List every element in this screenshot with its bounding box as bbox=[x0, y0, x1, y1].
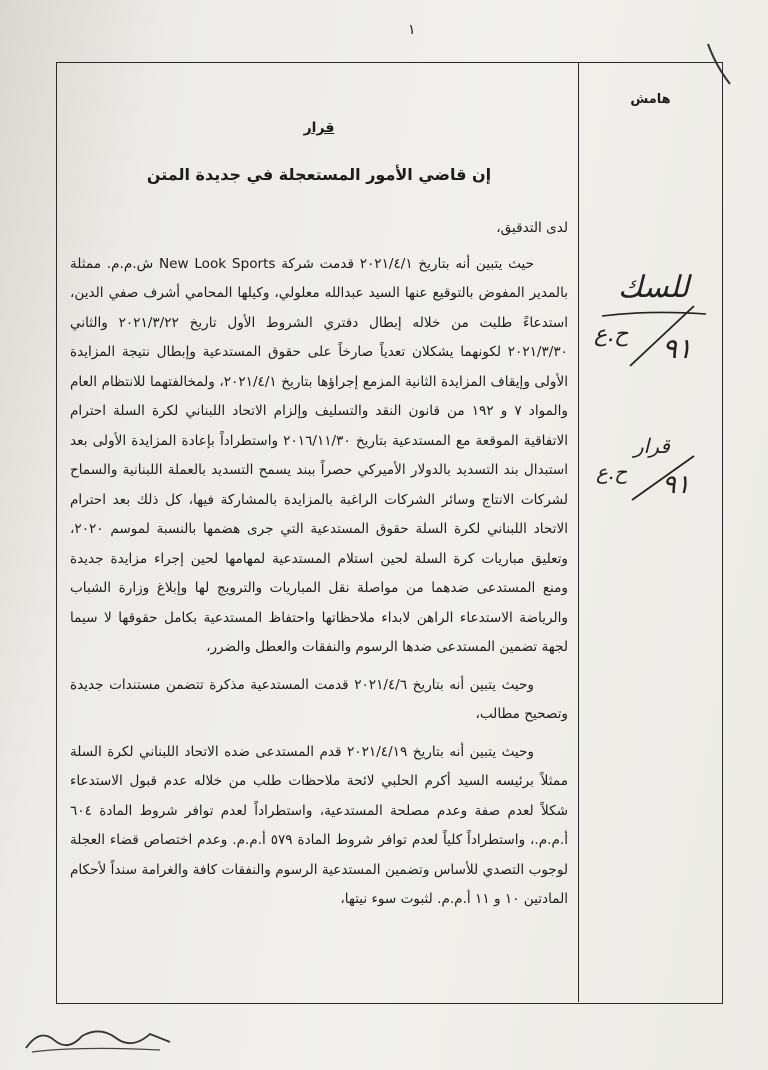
margin-note-2-mid: ح.ع bbox=[596, 460, 628, 484]
document-body bbox=[70, 116, 568, 915]
margin-column bbox=[580, 62, 721, 1002]
court-heading: إن قاضي الأمور المستعجلة في جديدة المتن bbox=[146, 165, 492, 184]
document-title: قرار bbox=[303, 120, 335, 136]
margin-note-2-bottom: ٩١ bbox=[662, 470, 690, 500]
paragraph-1: حيث يتبين أنه بتاريخ ٢٠٢١/٤/١ قدمت شركة New Look Sports ش.م.م. ممثلة بالمدير المفوض بالتوقيع عنها السيد عبدالله معلولي، وكيلها المحامي أشرف صفي الدين، استدعاءً طلبت من خلاله إبطال دفتري الشروط الأول تاريخ ٢٠٢١/٣/٢٢ والثاني ٢٠٢١/٣/٣٠ لكونهما يشكلان تعدياً صارخاً على حقوق المستدعية وإبطال نتيجة المزايدة الأولى وإيقاف المزايدة الثانية المزمع إجراؤها بتاريخ ٢٠٢١/٤/١، ولمخالفتهما للانتظام العام والمواد ٧ و ١٩٢ من قانون النقد والتسليف وإلزام الاتحاد اللبناني لكرة السلة احترام الاتفاقية الموقعة مع المستدعية بتاريخ ٢٠١٦/١١/٣٠ واستطراداً بإعادة المزايدة الأولى بعد استبدال بند التسديد بالدولار الأميركي حصراً ببند يسمح التسديد بالعملة اللبنانية والسماح لشركات الانتاج وسائر الشركات الراغبة بالمزايدة بالمشاركة فيها، كل ذلك بعد احترام الاتحاد اللبناني لكرة السلة حقوق المستدعية التي جرى هضمها بالنسبة لموسم ٢٠٢٠، وتعليق مباريات كرة السلة لحين استلام المستدعية لمهامها لحين إجراء مزايدة جديدة ومنع المستدعى ضدهما من مواصلة نقل المباريات والترويج لها وإبلاغ وزارة الشباب والرياضة الاستدعاء الراهن لابداء ملاحظاتها واحتفاظ المستدعية بكامل حقوقها لا سيما لجهة تضمين المستدعى ضدها الرسوم والنفقات والعطل والضرر، bbox=[70, 255, 568, 655]
margin-note-1-top: للسك bbox=[618, 270, 690, 305]
page-number: ١ bbox=[408, 22, 416, 38]
signature-mark bbox=[20, 1018, 180, 1058]
margin-note-1-mid: ح.ع bbox=[594, 322, 629, 347]
margin-header: هامش bbox=[630, 92, 671, 107]
margin-note-2-top: قرار bbox=[634, 434, 670, 458]
paragraph-3: وحيث يتبين أنه بتاريخ ٢٠٢١/٤/١٩ قدم المستدعى ضده الاتحاد اللبناني لكرة السلة ممثلاً برئيسه السيد أكرم الحلبي لائحة ملاحظات طلب من خلاله عدم قبول الاستدعاء شكلاً لعدم صفة وعدم مصلحة المستدعية، واستطراداً لعدم توافر شروط المادة ٦٠٤ أ.م.م.، واستطراداً كلياً لعدم توافر شروط المادة ٥٧٩ أ.م.م. وعدم اختصاص قضاء العجلة لوجوب التصدي للأساس وتضمين المستدعية الرسوم والنفقات كافة والغرامة سنداً لأحكام المادتين ١٠ و ١١ أ.م.م. لثبوت سوء نيتها، bbox=[70, 743, 568, 907]
margin-divider bbox=[578, 62, 579, 1002]
intro-line: لدى التدقيق، bbox=[496, 220, 568, 236]
paragraph-2: وحيث يتبين أنه بتاريخ ٢٠٢١/٤/٦ قدمت المستدعية مذكرة تتضمن مستندات جديدة وتصحيح مطالب، bbox=[70, 676, 568, 722]
margin-note-1-bottom: ٩١ bbox=[662, 332, 693, 365]
corner-pen-mark bbox=[700, 40, 740, 90]
